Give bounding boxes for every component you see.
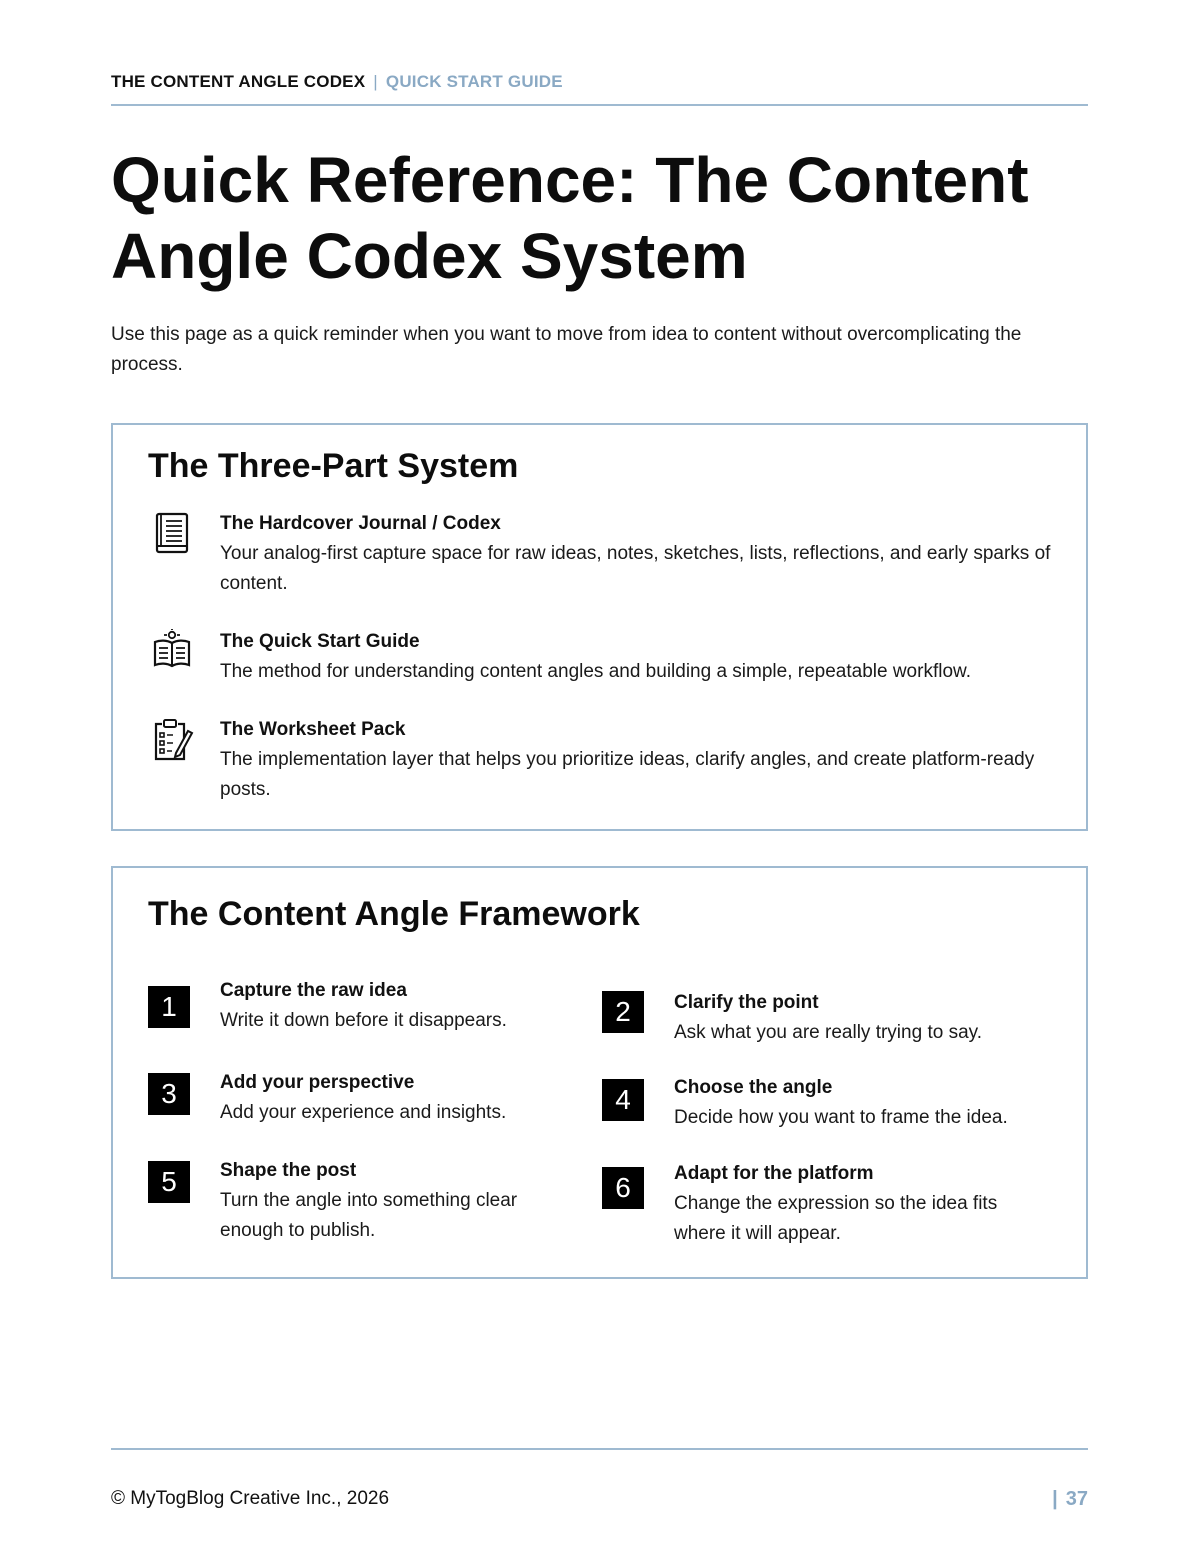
step-number-badge: 5 [148,1161,190,1203]
framework-heading: The Content Angle Framework [148,895,640,933]
footer-copyright: © MyTogBlog Creative Inc., 2026 [111,1488,390,1509]
page-title-line-1: Quick Reference: The Content [111,144,1029,216]
clipboard-checklist-icon [148,715,196,763]
page-title-line-2: Angle Codex System [111,220,748,292]
step-number-badge: 6 [602,1167,644,1209]
content-angle-framework-box [111,866,1088,1279]
system-part-text [220,715,1060,805]
step-text [674,1073,1034,1133]
step-text [220,1156,580,1246]
page-title [111,142,1088,294]
step-text [674,988,1034,1048]
journal-icon [148,509,196,557]
step-description: Decide how you want to frame the idea. [674,1107,1008,1128]
step-title: Adapt for the platform [674,1163,874,1184]
three-part-system-box [111,423,1088,831]
open-book-icon [148,627,196,675]
footer-separator: | [1052,1488,1058,1510]
step-text [220,1068,580,1128]
system-part-description: Your analog-first capture space for raw ideas, notes, sketches, lists, reflections, and early sparks of content. [220,543,1051,594]
header-separator: | [373,72,378,91]
step-title: Shape the post [220,1160,357,1181]
step-title: Clarify the point [674,992,819,1013]
three-part-system-heading: The Three-Part System [148,447,519,485]
header-section: QUICK START GUIDE [385,72,563,91]
step-description: Turn the angle into something clear enough to publish. [220,1190,518,1241]
system-part-text [220,509,1060,599]
running-header [111,72,1088,106]
step-number-badge: 1 [148,986,190,1028]
step-text [220,976,580,1036]
step-number-badge: 2 [602,991,644,1033]
header-brand: THE CONTENT ANGLE CODEX [111,72,366,91]
step-title: Capture the raw idea [220,980,407,1001]
system-part-title: The Worksheet Pack [220,719,406,740]
step-title: Choose the angle [674,1077,833,1098]
footer-divider [111,1448,1088,1450]
step-description: Write it down before it disappears. [220,1010,507,1031]
system-part-description: The method for understanding content angles and building a simple, repeatable workflow. [220,661,971,682]
step-number-badge: 3 [148,1073,190,1115]
system-part-text [220,627,1060,687]
footer-page-number [1052,1488,1088,1511]
page-number: 37 [1065,1488,1088,1510]
step-description: Add your experience and insights. [220,1102,507,1123]
system-part-description: The implementation layer that helps you prioritize ideas, clarify angles, and create platform-ready posts. [220,749,1035,800]
step-title: Add your perspective [220,1072,415,1093]
system-part-title: The Quick Start Guide [220,631,420,652]
step-description: Ask what you are really trying to say. [674,1022,982,1043]
step-number-badge: 4 [602,1079,644,1121]
system-part-title: The Hardcover Journal / Codex [220,513,501,534]
step-description: Change the expression so the idea fits where it will appear. [674,1193,998,1244]
step-text [674,1159,1034,1249]
intro-paragraph: Use this page as a quick reminder when you want to move from idea to content without overcomplicating the process. [111,324,1022,375]
